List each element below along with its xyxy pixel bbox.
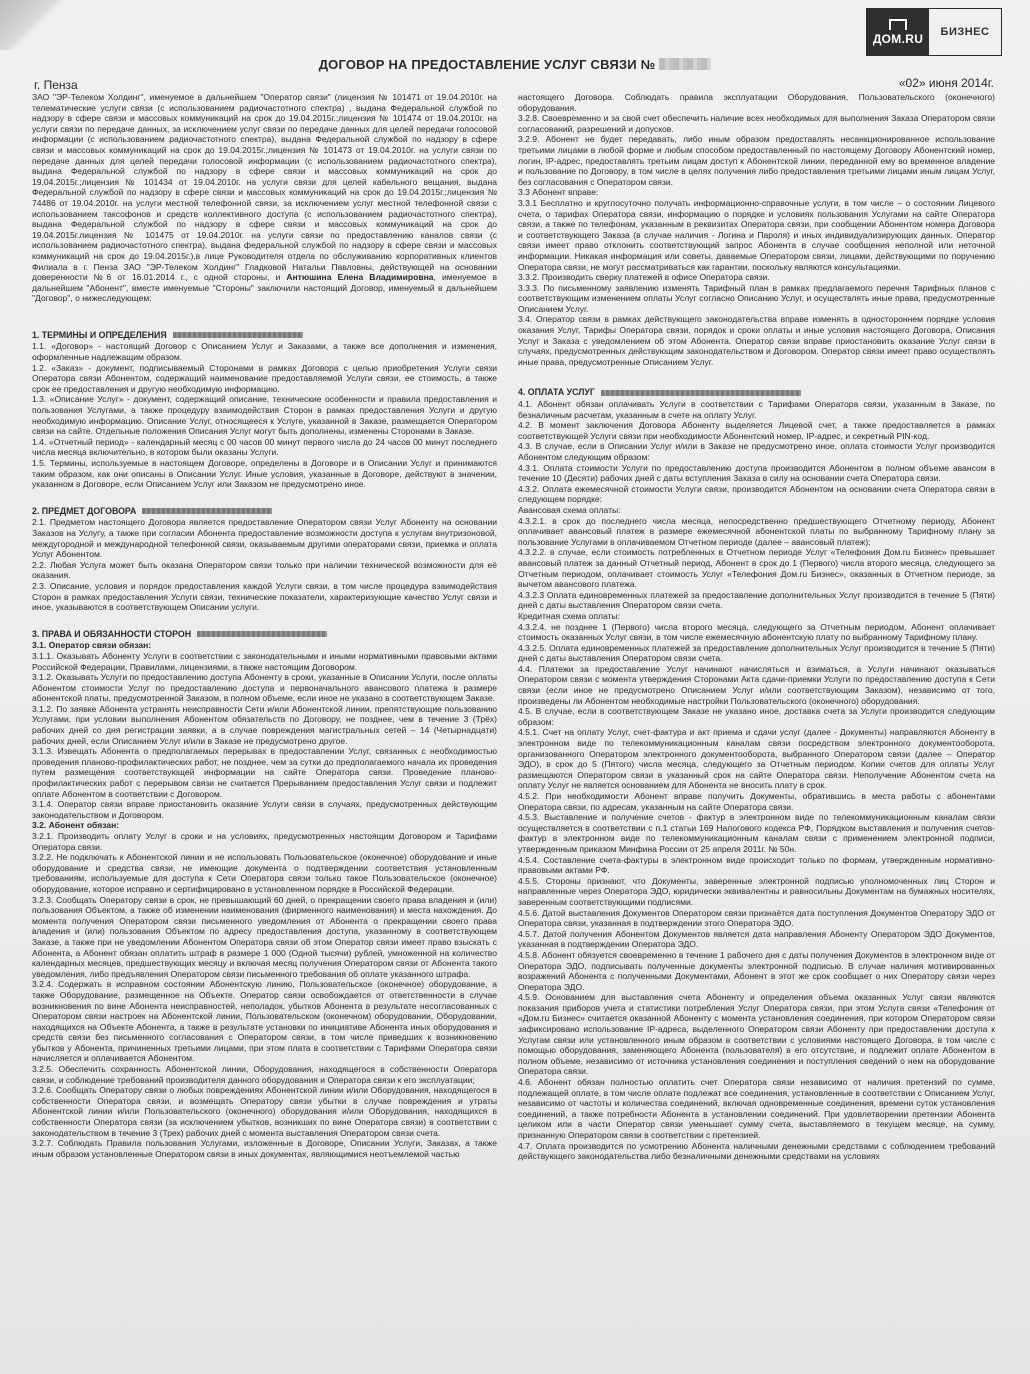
section-3-title: 3. ПРАВА И ОБЯЗАННОСТИ СТОРОН — [32, 628, 192, 639]
clause: 4.3.2.5. Оплата единовременных платежей за предоставление дополнительных Услуг производится в течение 5 (Пяти) дней с даты выставления Оператором связи счета. — [518, 642, 995, 664]
clause: 3.2.8. Своевременно и за свой счет обеспечить наличие всех необходимых для выполнения Заказа Оператором связи согласований, разрешений и допусков. — [518, 113, 995, 134]
clause: 3.1.1. Оказывать Абоненту Услуги в соответствии с законодательными и иными нормативными правовыми актами Российской Федерации, Правилами, лицензиями, а также настоящим Договором. — [32, 650, 497, 672]
section-heading — [32, 629, 497, 640]
clause: 1.3. «Описание Услуг» - документ, содержащий описание, технические особенности и правила предоставления и пользования Услугами, а также процедуру взаимодействия Сторон в рамках предоставления Услуги и другую необходимую информацию. Описание Услуг, относящееся к Услуге, указанной в Заказе, размещается Оператором связи на сайте. Отдельные положения Описания Услуг могут быть дополнены, изменены Сторонами в Заказе. — [32, 394, 497, 437]
clause: 4.5.9. Основанием для выставления счета Абоненту и определения объема оказанных Услуг связи являются показания приборов учета и статистики потребления Услуг Оператора связи, при этом Услуга связи «Телефония от «Дом.ru Бизнес» считается оказанной Абоненту с момента установления соединения, при котором Оператором связи зафиксировано использование IP-адреса, выделенного Оператором связи Абоненту при предоставлении доступа к Услугам связи или установленного иным образом в соответствии с условиями настоящего Договора, в том числе с помощью оборудования, заменяющего Абонента (пользователя) в его отсутствие, и подлежит оплате Абонентом в полном объеме, независимо от источника установления соединения и поступления сведений о нем на оборудование Оператора связи. — [518, 992, 995, 1077]
clause: 3.2.5. Обеспечить сохранность Абонентской линии, Оборудования, находящегося в собственности Оператора связи, и соблюдение требований производителя данного оборудования и Оператора связи к его эксплуатации; — [32, 1064, 497, 1085]
clause: 4.7. Оплата производится по усмотрению Абонента наличными денежными средствами с соблюдением требований действующего законодательства либо безналичными денежными средствами на условиях — [518, 1140, 995, 1162]
clause: Авансовая схема оплаты: — [518, 504, 621, 515]
clause: 3.1.2. По заявке Абонента устранять неисправности Сети и/или Абонентской линии, препятствующие пользованию Услугами, при условии выполнения Абонентом обязательств по Договору, не позднее, чем в течение 3 (Трёх) рабочих дней со дня регистрации заявки, а в случае повреждения магистральных сетей – 14 (Четырнадцати) рабочих дней, если Описанием Услуг и/или в Заказе не предусмотрено другое. — [32, 703, 497, 746]
clause: 3.3.2. Производить сверку платежей в офисе Оператора связи. — [518, 272, 770, 283]
subsection-title: 3.3 Абонент вправе: — [518, 187, 599, 198]
clause: 3.1.4. Оператор связи вправе приостановить оказание Услуги связи в случаях, предусмотренных действующим законодательством и Договором. — [32, 799, 497, 820]
company-logo — [866, 8, 1002, 56]
clause: 3.4. Оператор связи в рамках действующего законодательства вправе изменять в одностороннем порядке условия оказания Услуг, Тарифы Оператора связи, порядок и сроки оплаты и иные условия настоящего Договора, Описания Услуг и Заказа с уведомлением об этом Абонента. Оператор связи вправе приостановить оказание Услуг связи в случаях, предусмотренных действующим законодательством и Договором. Оператор связи имеет право осуществлять иные права, предусмотренные Описанием Услуг. — [518, 314, 995, 367]
clause: 4.3.2.2. в случае, если стоимость потребленных в Отчетном периоде Услуг «Телефония Дом.ru Бизнес» превышает авансовый платеж за данный Отчетный период, Абонент в срок до 1 (Первого) числа второго месяца, следующего за Отчетным периодом, оплачивает стоимость Услуг «Телефония Дом.ru Бизнес», оказанных в Отчетном периоде, за вычетом авансового платежа. — [518, 547, 995, 590]
subsection-title: 3.1. Оператор связи обязан: — [32, 640, 152, 651]
intro-tail: , именуемое в дальнейшем "Абонент", вместе именуемые "Стороны" заключили настоящий Договор, именуемый в дальнейшем "Договор", о нижеследующем: — [32, 272, 497, 304]
clause: 3.3.3. По письменному заявлению изменять Тарифный план в рамках предлагаемого перечня Тарифных планов с соответствующим изменением оплаты Услуг согласно Описанию Услуг, и осуществлять иные права, предусмотренные Описанием Услуг. — [518, 282, 995, 314]
clause: 4.5.1. Счет на оплату Услуг, счет-фактура и акт приема и сдачи услуг (далее - Документы) направляются Абоненту в электронном виде по телекоммуникационным каналам связи посредством электронного документооборота, организованного Оператором электронного документооборота, выбранного Оператором связи (далее – Оператор ЭДО), в срок до 5 (Пятого) числа месяца, следующего за Отчетным периодом. Копии счетов для оплаты Услуг размещаются Оператором связи в указанный срок на сайте Оператора связи. Неполучение Абонентом счета на оплату Услуг не является основанием для Абонента не вносить плату в срок. — [518, 727, 995, 791]
clause: 2.1. Предметом настоящего Договора является предоставление Оператором связи Услуг Абоненту на основании Заказов на Услугу, а также при согласии Абонента предоставление возможности доступа к услугам внутризоновой, междугородной и международной телефонной связи, оказываемым другими операторами связи, приемка и оплата Услуг Абонентом. — [32, 517, 497, 560]
clause: 1.2. «Заказ» - документ, подписываемый Сторонами в рамках Договора с целью приобретения Услуги связи Оператора связи Абонентом, содержащий наименование предоставляемой Услуги связи, ее стоимость, а также срок ее предоставления и другую необходимую информацию. — [32, 362, 497, 394]
clause: 3.1.2. Оказывать Услуги по предоставлению доступа Абоненту в сроки, указанные в Описании Услуги, после оплаты Абонентом стоимости Услуг по предоставлению доступа и первоначального авансового платежа в размере абонентской платы, предусмотренной Заказом, в полном объеме, если иное не указано в соответствующем Заказе. — [32, 672, 497, 704]
document-city: г. Пенза — [34, 78, 78, 92]
logo-brand-text: ДОМ.RU — [872, 31, 924, 46]
clause: 4.6. Абонент обязан полностью оплатить счет Оператора связи независимо от наличия претензий по сумме, подлежащей оплате, в том числе оплате подлежат все соединения, установленные в соответствии с Описанием Услуг, независимо от частоты и количества соединений, включая одновременные соединения, времени суток установления соединений, а также потребности Абонента в установлении соединений. При удовлетворении претензии Абонента целиком или в части Оператор связи уменьшает сумму счета, выставляемого в текущем месяце, на сумму, признанную Оператором связи в соответствии с претензией. — [518, 1077, 995, 1140]
clause: 4.3.2.4. не позднее 1 (Первого) числа второго месяца, следующего за Отчетным периодом, Абонент оплачивает стоимость оказанных Услуг связи, в том числе ежемесячную абонентскую плату по выбранному Тарифному плану. — [518, 621, 995, 643]
clause: 4.4. Платежи за предоставление Услуг начинают начисляться и взиматься, а Услуги начинают оказываться Оператором связи с момента утверждения Сторонами Акта сдачи-приемки Услуги по предоставлению доступа к Сети связи (если иное не предусмотрено Описанием Услуг и/или соответствующим Заказом), независимо от того, произведены ли Абонентом необходимые настройки Пользовательского (оконечного) оборудования. — [518, 663, 995, 706]
clause: настоящего Договора. Соблюдать правила эксплуатации Оборудования, Пользовательского (оконечного) оборудования. — [518, 92, 995, 113]
clause: 1.1. «Договор» - настоящий Договор с Описанием Услуг и Заказами, а также все дополнения и изменения, оформленные надлежащим образом. — [32, 341, 497, 363]
clause: 3.2.3. Сообщать Оператору связи в срок, не превышающий 60 дней, о прекращении своего права владения и (или) пользования Объектом, а также об изменении наименования (фирменного наименования) и места нахождения. До момента получения Оператором связи письменного уведомления от Абонента о прекращении своего права владения и (или) пользования Объектом по адресу предоставления доступа, указанному в соответствующем Заказе, а также при не уведомлении Абонентом Оператора связи об этом Оператор связи имеет право взыскать с Абонента, а Абонент обязан оплатить штраф в размере 1 000 (Одной тысячи) рублей, умноженной на количество календарных месяцев, предшествующих месяцу и включая месяц получения Оператором связи от Абонента такого уведомления, либо предъявления Оператором связи письменного требования об оплате указанного штрафа. — [32, 894, 497, 979]
section-heading — [32, 330, 497, 341]
clause: 3.1.3. Извещать Абонента о предполагаемых перерывах в предоставлении Услуг, связанных с необходимостью проведения планово-профилактических работ, не позднее, чем за сутки до предполагаемого начала их проведения путем размещения соответствующей информации на сайте Оператора связи. Проведение планово-профилактических работ с перерывом связи не считается Прерыванием предоставления Услуг связи и подлежит оплате Абонентом в соответствии с Договором. — [32, 746, 497, 799]
clause: 4.3.2.3 Оплата единовременных платежей за предоставление дополнительных Услуг производится в течение 5 (Пяти) дней с даты выставления Оператором связи счета. — [518, 589, 995, 611]
section-bar — [173, 332, 303, 338]
clause: 3.2.2. Не подключать к Абонентской линии и не использовать Пользовательское (оконечное) оборудование и иные оборудование и средства связи, не имеющие документа о подтверждении соответствия установленным требованиям, используемые для доступа к Сети Оператора связи только такое Пользовательское (оконечное) оборудование, которое исправно и сертифицировано в установленном порядке в Российской Федерации. — [32, 852, 497, 894]
clause: 4.5.8. Абонент обязуется своевременно в течение 1 рабочего дня с даты получения Документов в электронном виде от Оператора ЭДО, подписывать полученные документы электронной подписью. В случае наличия мотивированных возражений Абонента с полученными Документами, Абонент в этот же срок сообщает о них Оператору связи через Оператора ЭДО. — [518, 949, 995, 992]
section-1-title: 1. ТЕРМИНЫ И ОПРЕДЕЛЕНИЯ — [32, 329, 167, 340]
clause: 4.3.2. Оплата ежемесячной стоимости Услуги связи, производится Абонентом на основании счета Оператора связи в следующем порядке: — [518, 483, 995, 505]
clause: 2.3. Описание, условия и порядок предоставления каждой Услуги связи, в том числе процедура взаимодействия Сторон в рамках предоставления Услуги связи, технические показатели, характеризующие качество Услуг связи и иное, указываются в соответствующем Описании услуги. — [32, 580, 497, 613]
clause: Кредитная схема оплаты: — [518, 610, 621, 621]
document-title-text: ДОГОВОР НА ПРЕДОСТАВЛЕНИЕ УСЛУГ СВЯЗИ № — [318, 57, 656, 72]
clause: 2.2. Любая Услуга может быть оказана Оператором связи только при наличии технической возможности для её оказания. — [32, 559, 497, 581]
left-column — [32, 92, 497, 1367]
subsection-title: 3.2. Абонент обязан: — [32, 820, 120, 831]
clause: 4.1. Абонент обязан оплачивать Услуги в соответствии с Тарифами Оператора связи, указанным в Заказе, по безналичным расчетам, указанным в счете на оплату Услуг. — [518, 399, 995, 420]
section-4-title: 4. ОПЛАТА УСЛУГ — [518, 387, 595, 398]
right-column — [518, 92, 995, 1367]
section-bar — [601, 390, 801, 396]
redacted-number — [659, 58, 711, 70]
clause: 1.4. «Отчетный период» - календарный месяц с 00 часов 00 минут первого числа до 24 часов 00 минут последнего числа месяца включительно, в котором были оказаны Услуги. — [32, 436, 497, 458]
subscriber-name: Антюшина Елена Владимировна — [286, 272, 434, 283]
logo-suffix-text: БИЗНЕС — [929, 9, 1001, 55]
clause: 3.2.4. Содержать в исправном состоянии Абонентскую линию, Пользовательское (оконечное) оборудование, а также Оборудование, размещенное на Объекте. Оператор связи освобождается от ответственности в случае возникновения по вине Абонента неисправностей, неполадок, убытков Абонента в результате несогласованных с Оператором связи настроек на Абонентской линии, Пользовательском (оконечном) оборудовании, Оборудовании, находящихся на Объекте Абонента, а также в результате установки по инициативе Абонента иных оборудования и средств связи без письменного согласования с Оператором связи, в том числе приведших к возникновению убытков у Абонента, причиненных третьими лицами, при этом плата в соответствии с Тарифами Оператора связи начисляется и оплачивается Абонентом. — [32, 979, 497, 1064]
house-icon — [889, 19, 907, 30]
section-bar — [142, 508, 272, 514]
page-corner-fold — [0, 0, 70, 50]
clause: 4.5.5. Стороны признают, что Документы, заверенные электронной подписью уполномоченных лиц Сторон и направленные через Оператора ЭДО, юридически эквивалентны и равносильны Документам на бумажных носителях, заверенным соответствующими подписями. — [518, 875, 995, 907]
document-title — [0, 57, 1030, 72]
clause: 4.3.1. Оплата стоимости Услуги по предоставлению доступа производится Абонентом в полном объеме авансом в течение 10 (Десяти) рабочих дней с даты вступления Заказа в силу на основании счета Оператора связи. — [518, 462, 995, 484]
document-date: «02» июня 2014г. — [898, 76, 994, 90]
section-heading — [518, 387, 995, 398]
clause: 4.5.6. Датой выставления Документов Оператором связи признаётся дата поступления Документов Оператору ЭДО от Оператора связи, указанная в подтверждении этого Оператора ЭДО. — [518, 907, 995, 929]
intro-text: ЗАО "ЭР-Телеком Холдинг", именуемое в дальнейшем "Оператор связи" (лицензия № 101471 от 19.04.2010г. на телематические услуги связи (с использованием радиочастотного спектра) , выдана Федеральной службой по надзору в сфере связи и массовых коммуникаций на срок до 19.04.2015г.;лицензия № 101474 от 19.04.2010г. на услуги связи по передаче данных, за исключением услуг связи по передаче данных для целей передачи голосовой информации (с использованием радиочастотного спектра), выдана Федеральной службой по надзору в сфере связи и массовых коммуникаций на срок до 19.04.2015г.;лицензия № 101473 от 19.04.2010г. на услуги связи по передаче данных для целей передачи голосовой информации (с использованием радиочастотного спектра), выдана Федеральной службой по надзору в сфере связи и массовых коммуникаций на срок до 19.04.2015г.;лицензия № 101434 от 19.04.2010г. на услуги связи для целей кабельного вещания, выдана Федеральной службой по надзору в сфере связи и массовых коммуникаций на срок до 19.04.2015г.;лицензия № 74486 от 19.04.2010г. на услуги местной телефонной связи, за исключением услуг местной телефонной связи с использованием таксофонов и средств коллективного доступа (с использованием радиочастотного спектра), выдана Федеральной службой по надзору в сфере связи и массовых коммуникаций на срок до 19.04.2015г.лицензия № 101475 от 19.04.2010г. на услуги связи по предоставлению каналов связи (с использованием радиочастотного спектра), выдана федеральной службой по надзору в сфере связи и массовых коммуникаций на срок до 19.04.2015г.),в лице Руководителя отдела по обслуживанию корпоративных клиентов Филиала в г. Пенза ЗАО "ЭР-Телеком Холдинг" Гладковой Натальи Павловны, действующей на основании доверенности №6 от 16.01.2014 г., с одной стороны, и — [32, 92, 497, 283]
clause: 3.2.7. Соблюдать Правила пользования Услугами, изложенные в Договоре, Описании Услуги, Заказах, а также иным образом установленные Оператором связи в иных документах, являющимися неотъемлемой частью — [32, 1138, 497, 1159]
clause: 3.2.1. Производить оплату Услуг в сроки и на условиях, предусмотренных настоящим Договором и Тарифами Оператора связи. — [32, 831, 497, 852]
clause: 3.2.6. Сообщать Оператору связи о любых повреждениях Абонентской линии и/или Оборудования, находящегося в собственности Оператора связи, и возмещать Оператору связи убытки в случае повреждения и утраты Абонентской линии и/или Пользовательского (оконечного) оборудования и/или Оборудования, находящихся в собственности Оператора связи (за исключением убытков, возникших по вине Оператора связи) в соответствии с законодательством в течение 3 (Трех) рабочих дней с момента выставления Оператором связи счета. — [32, 1085, 497, 1138]
clause: 4.3. В случае, если в Описании Услуг и/или в Заказе не предусмотрено иное, оплата стоимости Услуг производится Абонентом следующим образом: — [518, 441, 995, 462]
section-heading — [32, 506, 497, 517]
clause: 4.5.3. Выставление и получение счетов - фактур в электронном виде по телекоммуникационным каналам связи осуществляется в соответствии с п.1 статьи 169 Налогового кодекса РФ, Порядком выставления и получения счетов-фактур в электронном виде по телекоммуникационным каналам связи с применением электронной подписи, утвержденным приказом Минфина России от 25 апреля 2011г. № 50н. — [518, 812, 995, 854]
logo-brand-block — [867, 9, 929, 55]
clause: 4.5.4. Составление счета-фактуры в электронном виде происходит только по формам, утвержденным нормативно-правовыми актами РФ. — [518, 854, 995, 876]
clause: 4.2. В момент заключения Договора Абоненту выделяется Лицевой счет, а также предоставляется в рамках соответствующей Услуги связи при необходимости Абонентский номер, IP-адрес, и секретный PIN-код. — [518, 420, 995, 441]
clause: 4.5. В случае, если в соответствующем Заказе не указано иное, доставка счета за Услуги производится следующим образом: — [518, 706, 995, 727]
intro-paragraph — [32, 92, 497, 304]
section-2-title: 2. ПРЕДМЕТ ДОГОВОРА — [32, 505, 137, 516]
clause: 4.5.7. Датой получения Абонентом Документов является дата направления Абоненту Оператором ЭДО Документов, указанная в подтверждении Оператора ЭДО. — [518, 928, 995, 950]
clause: 3.2.9. Абонент не будет передавать, либо иным образом предоставлять несанкционированное использование третьими лицами в любой форме и любым способом предоставленный по настоящему Договору Абонентский номер, логин, IP-адрес, предоставлять третьим лицам доступ к Абонентской линии, переданной ему во временное владение и пользование по Договору, в том числе в целях получения либо предоставления третьими лицами иным лицам Услуг, без согласования с Оператором связи. — [518, 134, 995, 187]
section-bar — [197, 631, 327, 637]
clause: 4.5.2. При необходимости Абонент вправе получить Документы, обратившись в места работы с абонентами Оператора связи, по адресам, указанным на сайте Оператора связи. — [518, 791, 995, 812]
clause: 4.3.2.1. в срок до последнего числа месяца, непосредственно предшествующего Отчетному периоду, Абонент оплачивает авансовый платеж в размере ежемесячной абонентской платы по выбранному Тарифному плану за пользование Услугами в оплачиваемом Отчетном периоде (далее – авансовый платеж); — [518, 515, 995, 547]
clause: 1.5. Термины, используемые в настоящем Договоре, определены в Договоре и в Описании Услуг и принимаются таким образом, как они описаны в Описании Услуг. Иные условия, указанные в Договоре, действуют в значении, указанном в Договоре, если Описанием Услуг или Заказом не предусмотрено иное. — [32, 458, 497, 490]
clause: 3.3.1 Бесплатно и круглосуточно получать информационно-справочные услуги, в том числе – о состоянии Лицевого счета, о тарифах Оператора связи, информацию о порядке и условиях пользования Услугами на сайте Оператора связи, а также по телефонам, указанным в реквизитах Оператора связи, при сообщении Абонентом номера Договора и соответствующего Заказа (в случае наличия - Логина и Пароля) и иных индивидуализирующих данных. Оператор связи имеет право отклонить соответствующий запрос Абонента в случае сообщения неполной или неточной информации. Никакая информация или советы, даваемые Оператором связи, лицами, действующими по поручению Оператора связи, не могут рассматриваться как гарантии, поскольку являются консультациями. — [518, 197, 995, 272]
